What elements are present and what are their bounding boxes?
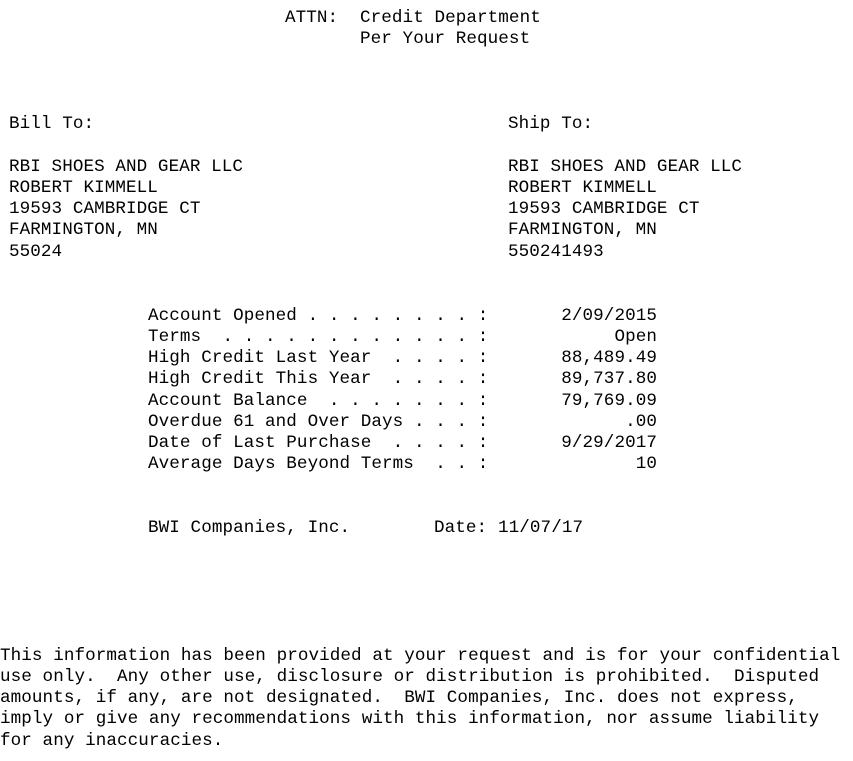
account-row-value: 9/29/2017 — [561, 433, 657, 453]
account-row-value: 79,769.09 — [561, 391, 657, 411]
attn-line-2: Per Your Request — [360, 29, 531, 49]
bill-to-heading: Bill To: — [9, 114, 95, 134]
bill-to-line: 55024 — [9, 242, 63, 262]
account-row-value: .00 — [625, 412, 657, 432]
account-row-value: 88,489.49 — [561, 348, 657, 368]
account-row-label: Overdue 61 and Over Days . . . : — [148, 412, 489, 432]
disclaimer-line: amounts, if any, are not designated. BWI Companies, Inc. does not express, — [0, 688, 798, 708]
bill-to-line: RBI SHOES AND GEAR LLC — [9, 157, 244, 177]
ship-to-heading: Ship To: — [508, 114, 594, 134]
report-date: 11/07/17 — [498, 518, 584, 538]
account-row-label: Terms . . . . . . . . . . . . : — [148, 327, 489, 347]
attn-label: ATTN: — [285, 8, 339, 28]
account-row-value: 89,737.80 — [561, 369, 657, 389]
account-row-label: Account Opened . . . . . . . . : — [148, 306, 489, 326]
date-label: Date: — [434, 518, 488, 538]
account-row-label: Date of Last Purchase . . . . : — [148, 433, 489, 453]
ship-to-line: 19593 CAMBRIDGE CT — [508, 199, 700, 219]
disclaimer-line: for any inaccuracies. — [0, 731, 224, 751]
account-row-label: High Credit Last Year . . . . : — [148, 348, 489, 368]
account-row-label: High Credit This Year . . . . : — [148, 369, 489, 389]
disclaimer-line: imply or give any recommendations with this information, nor assume liability — [0, 709, 820, 729]
ship-to-line: 550241493 — [508, 242, 604, 262]
account-row-value: 10 — [635, 454, 657, 474]
ship-to-line: ROBERT KIMMELL — [508, 178, 657, 198]
account-row-value: Open — [614, 327, 657, 347]
bill-to-line: ROBERT KIMMELL — [9, 178, 158, 198]
disclaimer-line: use only. Any other use, disclosure or distribution is prohibited. Disputed — [0, 667, 820, 687]
account-row-label: Account Balance . . . . . . . : — [148, 391, 489, 411]
account-row-label: Average Days Beyond Terms . . : — [148, 454, 489, 474]
bill-to-line: FARMINGTON, MN — [9, 220, 158, 240]
disclaimer-line: This information has been provided at your request and is for your confidential — [0, 646, 841, 666]
company-name: BWI Companies, Inc. — [148, 518, 351, 538]
bill-to-line: 19593 CAMBRIDGE CT — [9, 199, 201, 219]
attn-line-1: Credit Department — [360, 8, 541, 28]
ship-to-line: FARMINGTON, MN — [508, 220, 657, 240]
account-row-value: 2/09/2015 — [561, 306, 657, 326]
ship-to-line: RBI SHOES AND GEAR LLC — [508, 157, 743, 177]
